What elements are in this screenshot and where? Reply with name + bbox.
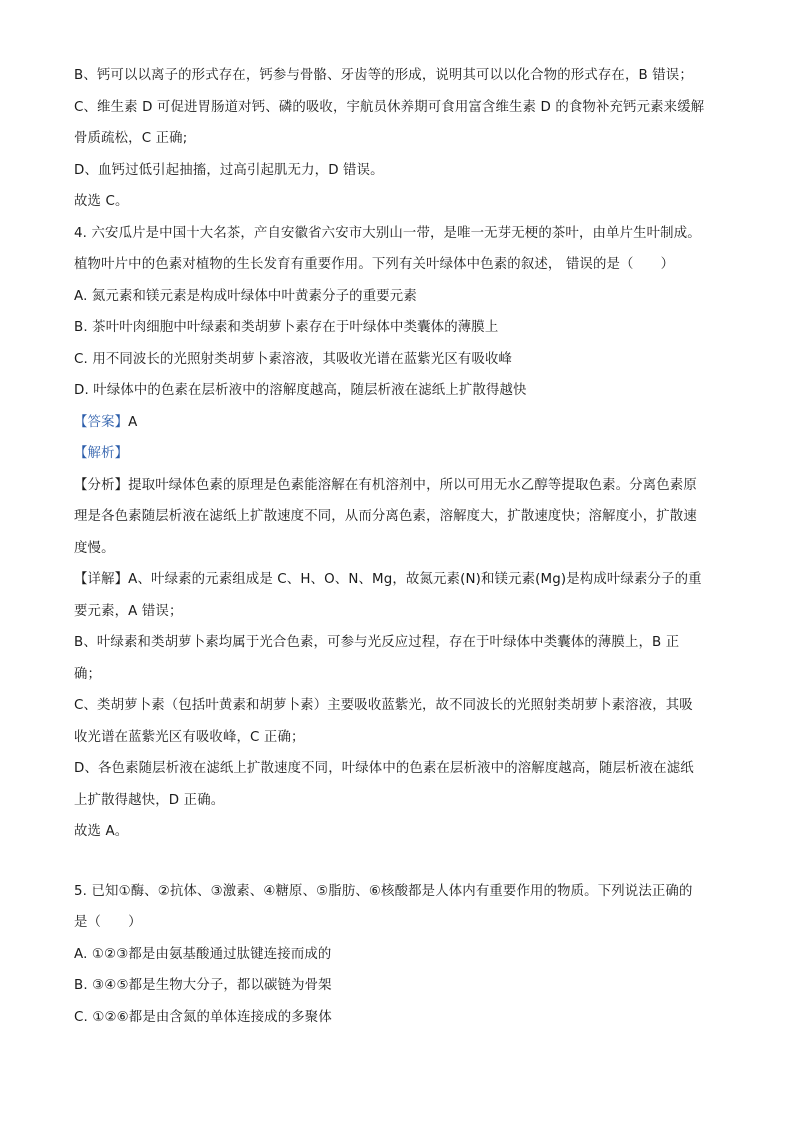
q3-option-d-explanation: D、血钙过低引起抽搐，过高引起肌无力，D 错误。 xyxy=(74,162,384,178)
q5-stem-line2: 是（ ） xyxy=(74,915,142,930)
answer-value: A xyxy=(128,414,138,430)
q4-xiangjie-b-line1: B、叶绿素和类胡萝卜素均属于光合色素，可参与光反应过程，存在于叶绿体中类囊体的薄膜上，B 正 xyxy=(74,635,680,650)
q3-option-c-explanation-line2: 骨质疏松，C 正确; xyxy=(74,131,188,146)
answer-tag: 【答案】 xyxy=(74,414,129,430)
fenxi-tag: 【分析】 xyxy=(74,477,129,493)
q4-analysis-header xyxy=(74,438,726,470)
q4-answer xyxy=(74,407,726,439)
xiangjie-a-text-1: A、叶绿素的元素组成是 C、H、O、N、Mg，故氮元素(N)和镁元素(Mg)是构成叶绿素分子的重 xyxy=(128,572,702,587)
fenxi-text-1: 提取叶绿体色素的原理是色素能溶解在有机溶剂中，所以可用无水乙醇等提取色素。分离色素原 xyxy=(128,477,697,493)
q4-final-answer: 故选 A。 xyxy=(74,824,129,839)
q5-option-b: B. ③④⑤都是生物大分子，都以碳链为骨架 xyxy=(74,978,332,993)
q4-xiangjie-b-line2: 确； xyxy=(74,666,102,682)
q4-fenxi-line1 xyxy=(74,470,726,502)
q4-xiangjie-line1 xyxy=(74,564,726,596)
q4-option-c: C. 用不同波长的光照射类胡萝卜素溶液，其吸收光谱在蓝紫光区有吸收峰 xyxy=(74,351,513,367)
q3-option-c-explanation-line1: C、维生素 D 可促进胃肠道对钙、磷的吸收，宇航员休养期可食用富含维生素 D 的食物补充钙元素来缓解 xyxy=(74,99,705,115)
q5-option-c: C. ①②⑥都是由含氮的单体连接成的多聚体 xyxy=(74,1009,332,1025)
q4-xiangjie-d-line1: D、各色素随层析液在滤纸上扩散速度不同，叶绿体中的色素在层析液中的溶解度越高，随层析液在滤纸 xyxy=(74,761,694,776)
analysis-tag: 【解析】 xyxy=(74,446,129,461)
question-gap xyxy=(74,848,726,876)
q4-fenxi-line3: 度慢。 xyxy=(74,540,115,556)
q3-option-b-explanation: B、钙可以以离子的形式存在，钙参与骨骼、牙齿等的形成，说明其可以以化合物的形式存在，B 错误； xyxy=(74,68,693,83)
q4-stem-line1: 4. 六安瓜片是中国十大名茶，产自安徽省六安市大别山一带，是唯一无芽无梗的茶叶，由单片生叶制成。 xyxy=(74,225,701,241)
document-page xyxy=(74,60,726,1033)
q4-xiangjie-c-line2: 收光谱在蓝紫光区有吸收峰，C 正确； xyxy=(74,729,305,745)
xiangjie-tag: 【详解】 xyxy=(74,572,129,587)
q4-option-b: B. 茶叶叶肉细胞中叶绿素和类胡萝卜素存在于叶绿体中类囊体的薄膜上 xyxy=(74,320,499,335)
q4-fenxi-line2: 理是各色素随层析液在滤纸上扩散速度不同，从而分离色素，溶解度大，扩散速度快；溶解度小，扩散速 xyxy=(74,509,697,524)
q5-stem-line1: 5. 已知①酶、②抗体、③激素、④糖原、⑤脂肪、⑥核酸都是人体内有重要作用的物质。下列说法正确的 xyxy=(74,883,693,899)
q4-xiangjie-d-line2: 上扩散得越快，D 正确。 xyxy=(74,792,225,808)
q4-xiangjie-a-line2: 要元素，A 错误； xyxy=(74,603,183,619)
q3-final-answer: 故选 C。 xyxy=(74,194,129,209)
q4-option-a: A. 氮元素和镁元素是构成叶绿体中叶黄素分子的重要元素 xyxy=(74,288,417,304)
q4-option-d: D. 叶绿体中的色素在层析液中的溶解度越高，随层析液在滤纸上扩散得越快 xyxy=(74,383,527,398)
q4-xiangjie-c-line1: C、类胡萝卜素（包括叶黄素和胡萝卜素）主要吸收蓝紫光，故不同波长的光照射类胡萝卜素溶液，其吸 xyxy=(74,698,693,713)
q4-stem-line2: 植物叶片中的色素对植物的生长发育有重要作用。下列有关叶绿体中色素的叙述， 错误的是（ ） xyxy=(74,257,675,272)
q5-option-a: A. ①②③都是由氨基酸通过肽键连接而成的 xyxy=(74,946,332,962)
